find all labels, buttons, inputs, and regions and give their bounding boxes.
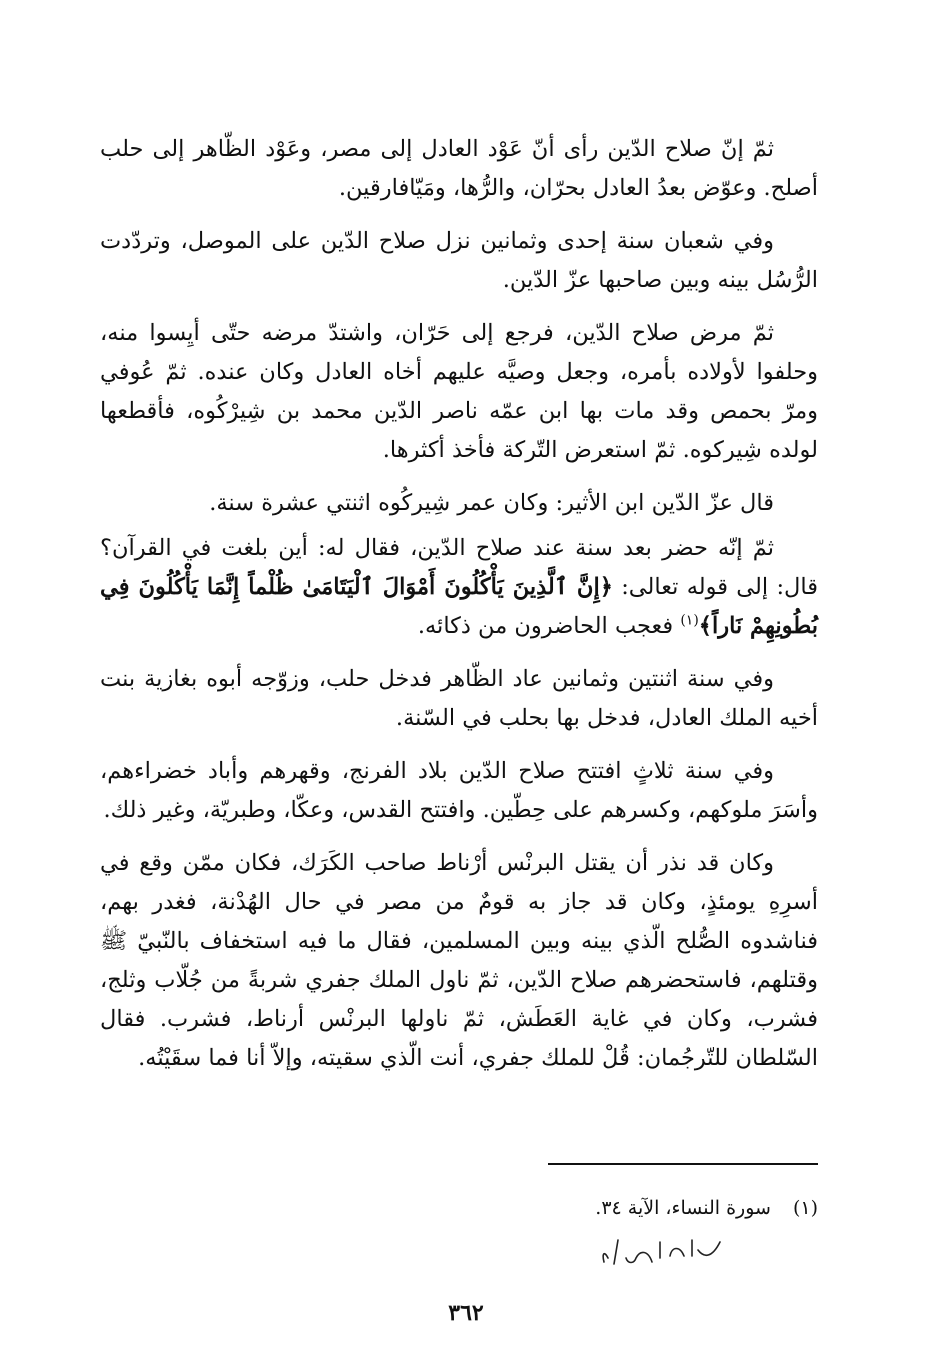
footnote-separator	[548, 1163, 818, 1165]
paragraph-6: وفي سنة اثنتين وثمانين عاد الظّاهر فدخل حلب، وزوّجه أبوه بغازية بنت أخيه الملك العادل، فدخل بها بحلب في السّنة.	[100, 666, 818, 731]
paragraph-8: وكان قد نذر أن يقتل البرنْس أرْناط صاحب الكَرَك، فكان ممّن وقع في أسرِهِ يومئذٍ، وكان قد جاز به قومٌ من مصر في حال الهُدْنة، فغدر بهم، فناشدوه الصُّلح الّذي بينه وبين المسلمين، فقال ما فيه استخفاف بالنّبيّ ﷺ وقتلهم، فاستحضرهم صلاح الدّين، ثمّ ناول الملك جفري شربةً من جُلّاب وثلج، فشرب، وكان في غاية العَطَش، ثمّ ناولها البرنْس أرناط، فشرب. فقال السّلطان للتّرجُمان: قُلْ للملك جفري، أنت الّذي سقيته، وإلاّ أنا فما سقَيْتُه.	[100, 850, 818, 1071]
paragraph-5-lead: ثمّ إنّه حضر بعد سنة عند صلاح الدّين، فقال له: أين بلغت في القرآن؟ قال: إلى قوله تعالى:	[100, 535, 819, 600]
main-text	[100, 130, 818, 1092]
paragraph-1: ثمّ إنّ صلاح الدّين رأى أنّ عَوْد العادل إلى مصر، وعَوْد الظّاهر إلى حلب أصلح. وعوّض بعدُ العادل بحرّان، والرُّها، ومَيّافارقين.	[100, 136, 818, 201]
paragraph-2: وفي شعبان سنة إحدى وثمانين نزل صلاح الدّين على الموصل، وتردّدت الرُّسُل بينه وبين صاحبها عزّ الدّين.	[100, 228, 818, 293]
footnote-reference[interactable]: (١)	[680, 612, 699, 629]
paragraph-5-tail: فعجب الحاضرون من ذكائه.	[417, 613, 681, 639]
paragraph-3: ثمّ مرض صلاح الدّين، فرجع إلى حَرّان، واشتدّ مرضه حتّى أيِسوا منه، وحلفوا لأولاده بأمره، وجعل وصيَّه عليهم أخاه العادل وكان عنده. ثمّ عُوفي ومرّ بحمص وقد مات بها ابن عمّه ناصر الدّين محمد بن شِيرْكُوه، فأقطعها لولده شِيركوه. ثمّ استعرض التّركة فأخذ أكثرها.	[100, 320, 818, 463]
footnote-text: سورة النساء، الآية ٣٤.	[595, 1197, 771, 1219]
paragraph-5	[100, 529, 818, 646]
footnote	[595, 1196, 818, 1220]
handwritten-annotation	[600, 1228, 730, 1274]
footnote-number: (١)	[792, 1197, 818, 1219]
quran-verse: ﴿إِنَّ ٱلَّذِينَ يَأْكُلُونَ أَمْوَالَ ٱلْيَتَامَىٰ ظُلْماً إِنَّمَا يَأْكُلُونَ فِي بُطُونِهِمْ نَاراً﴾	[100, 574, 818, 639]
page-number: ٣٦٢	[448, 1300, 484, 1326]
paragraph-4: قال عزّ الدّين ابن الأثير: وكان عمر شِيركُوه اثنتي عشرة سنة.	[209, 490, 774, 516]
paragraph-7: وفي سنة ثلاثٍ افتتح صلاح الدّين بلاد الفرنج، وقهرهم وأباد خضراءهم، وأسَرَ ملوكهم، وكسرهم على حِطّين. وافتتح القدس، وعكّا، وطبريّة، وغير ذلك.	[100, 758, 818, 823]
